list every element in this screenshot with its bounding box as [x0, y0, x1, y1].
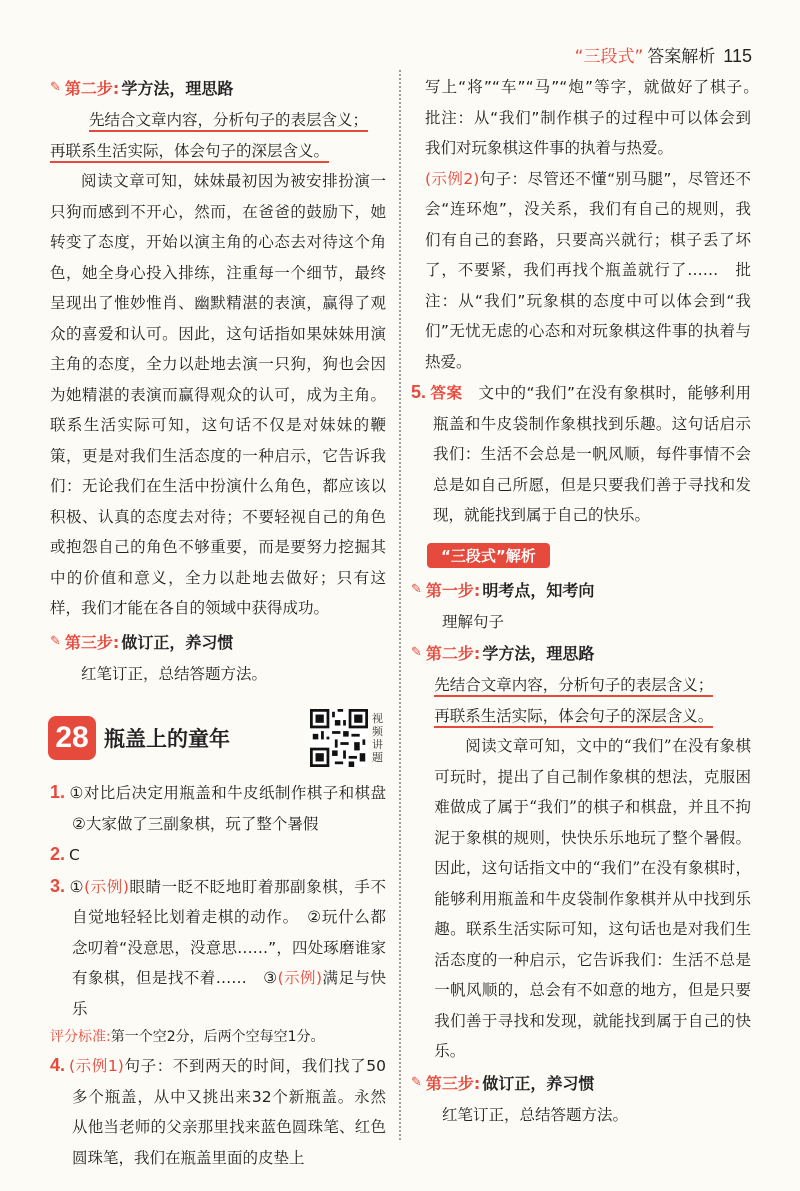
- method-lines: [411, 670, 751, 731]
- answer-number: 4.: [50, 1055, 66, 1075]
- answer-5: [411, 377, 751, 531]
- step-three-heading: [50, 630, 386, 653]
- lesson-title: 瓶盖上的童年: [104, 727, 230, 751]
- page-number: 115: [723, 46, 752, 66]
- pen-icon: ✎: [50, 633, 61, 649]
- column-divider: [399, 70, 401, 1140]
- lesson-header: [48, 709, 386, 767]
- answer-1: [50, 777, 402, 839]
- step-label: 第三步:: [64, 632, 120, 652]
- answer-number: 5.: [411, 382, 427, 402]
- answer-4: [50, 1050, 386, 1173]
- pen-icon: ✎: [411, 645, 422, 660]
- scoring-standard: [50, 1024, 386, 1050]
- left-column: [50, 72, 402, 1173]
- example-tag: (示例1): [69, 1057, 124, 1075]
- step-text: 做订正，养习惯: [482, 1073, 595, 1093]
- answer-text: 眼睛一眨不眨地盯着那副象棋，手不自觉地轻轻比划着走棋的动作。 ②玩什么都念叨着“没意思，没意思……”，四处琢磨谁家有象棋，但是找不着…… ③: [72, 877, 386, 987]
- step-text: 学方法，理思路: [121, 79, 234, 98]
- answer-text: 文中的“我们”在没有象棋时，能够利用瓶盖和牛皮袋制作象棋找到乐趣。这句话启示我们：生活不会总是一帆风顺，每件事情不会总是如自己所愿，但是只要我们善于寻找和发现，就能找到属于自己的快乐。: [433, 384, 751, 524]
- answer-4-continued: 写上“将”“车”“马”“炮”等字，就做好了棋子。 批注：从“我们”制作棋子的过程中可以体会到我们对玩象棋这件事的执着与热爱。: [425, 78, 767, 157]
- step-label: 第一步:: [425, 580, 481, 600]
- pen-icon: ✎: [411, 581, 422, 597]
- method-line-1: 先结合文章内容，分析句子的表层含义；: [89, 111, 368, 132]
- example-tag: (示例): [277, 969, 323, 987]
- step-one-body: 理解句子: [442, 612, 505, 631]
- qr-label: 视频讲题: [372, 712, 383, 764]
- answer-2: [50, 839, 386, 871]
- step-three-body: 红笔订正，总结答题方法。: [81, 664, 268, 683]
- answer-text: ①对比后决定用瓶盖和牛皮纸制作棋子和棋盘 ②大家做了三副象棋，玩了整个暑假: [69, 784, 402, 833]
- step-three-body: 红笔订正，总结答题方法。: [442, 1105, 629, 1124]
- example-2: [411, 164, 751, 378]
- header-title: 答案解析: [647, 47, 716, 67]
- right-column: [411, 72, 767, 1130]
- method-line-2: 再联系生活实际，体会句子的深层含义。: [50, 142, 329, 163]
- scoring-text: 第一个空2分，后两个空每空1分。: [110, 1029, 325, 1045]
- answer-label: 答案: [430, 384, 463, 402]
- method-line-1: 先结合文章内容，分析句子的表层含义；: [434, 676, 713, 697]
- qr-code-icon[interactable]: [310, 709, 368, 767]
- step-text: 明考点，知考向: [482, 580, 595, 600]
- step-label: 第二步:: [64, 79, 120, 98]
- step-label: 第二步:: [425, 644, 481, 663]
- answer-number: 1.: [50, 782, 66, 802]
- scoring-label: 评分标准:: [50, 1029, 111, 1045]
- analysis-paragraph: 阅读文章可知，妹妹最初因为被安排扮演一只狗而感到不开心，然而，在爸爸的鼓励下，她转变了态度，开始以演主角的心态去对待这个角色，她全身心投入排练，注重每一个细节，最终呈现出了惟妙惟肖、幽默精湛的表演，赢得了观众的喜爱和认可。因此，这句话指如果妹妹用演主角的态度，全力以赴地去演一只狗，狗也会因为她精湛的表演而赢得观众的认可，成为主角。联系生活实际可知，这句话不仅是对妹妹的鞭策，更是对我们生活态度的一种启示，它告诉我们：无论我们在生活中扮演什么角色，都应该以积极、认真的态度去对待；不要轻视自己的角色或抱怨自己的角色不够重要，而是要努力挖掘其中的价值和意义，全力以赴地去做好；只有这样，我们才能在各自的领域中获得成功。: [50, 172, 386, 617]
- answer-number: 3.: [50, 875, 66, 896]
- step-two-heading: [411, 641, 751, 664]
- answer-text: ①: [69, 877, 85, 896]
- page-header: [575, 42, 752, 67]
- method-lines: [50, 105, 386, 166]
- example-tag: (示例2): [425, 169, 480, 188]
- step-one-heading: [411, 578, 751, 601]
- pen-icon: ✎: [50, 80, 61, 95]
- step-label: 第三步:: [425, 1073, 481, 1093]
- lesson-number: 28: [48, 716, 96, 760]
- answer-text: C: [69, 846, 80, 864]
- step-text: 学方法，理思路: [482, 644, 595, 663]
- analysis-paragraph: 阅读文章可知，文中的“我们”在没有象棋可玩时，提出了自己制作象棋的想法，克服困难做成了属于“我们”的棋子和棋盘，并且不拘泥于象棋的规则，快快乐乐地玩了整个暑假。因此，这句话指文中的“我们”在没有象棋时，能够利用瓶盖和牛皮袋制作象棋并从中找到乐趣。联系生活实际可知，这句话也是对我们生活态度的一种启示，它告诉我们：生活不总是一帆风顺的，总会有不如意的地方，但是只要我们善于寻找和发现，就能找到属于自己的快乐。: [434, 737, 751, 1060]
- pen-icon: ✎: [411, 1074, 422, 1090]
- step-three-heading: [411, 1071, 751, 1094]
- step-text: 做订正，养习惯: [121, 632, 234, 652]
- answer-number: 2.: [50, 844, 66, 864]
- example-tag: (示例): [84, 877, 129, 896]
- analysis-badge: “三段式”解析: [427, 543, 550, 568]
- example-text: 句子：尽管还不懂“别马腿”，尽管还不会“连环炮”，没关系，我们有自己的规则，我们有自己的套路，只要高兴就行；棋子丢了坏了，不要紧，我们再找个瓶盖就行了…… 批注：从“我们”玩象棋的态度中可以体会到“我们”无忧无虑的心态和对玩象棋这件事的执着与热爱。: [425, 169, 751, 371]
- answer-3: [50, 871, 386, 1025]
- header-quote: “三段式”: [574, 47, 644, 67]
- method-line-2: 再联系生活实际，体会句子的深层含义。: [434, 707, 713, 728]
- answer-text: 句子：不到两天的时间，我们找了50多个瓶盖，从中又挑出来32个新瓶盖。永然从他当老师的父亲那里找来蓝色圆珠笔、红色圆珠笔，我们在瓶盖里面的皮垫上: [72, 1057, 386, 1167]
- step-two-heading: [50, 76, 386, 99]
- answer-text: 满足与快乐: [72, 969, 386, 1018]
